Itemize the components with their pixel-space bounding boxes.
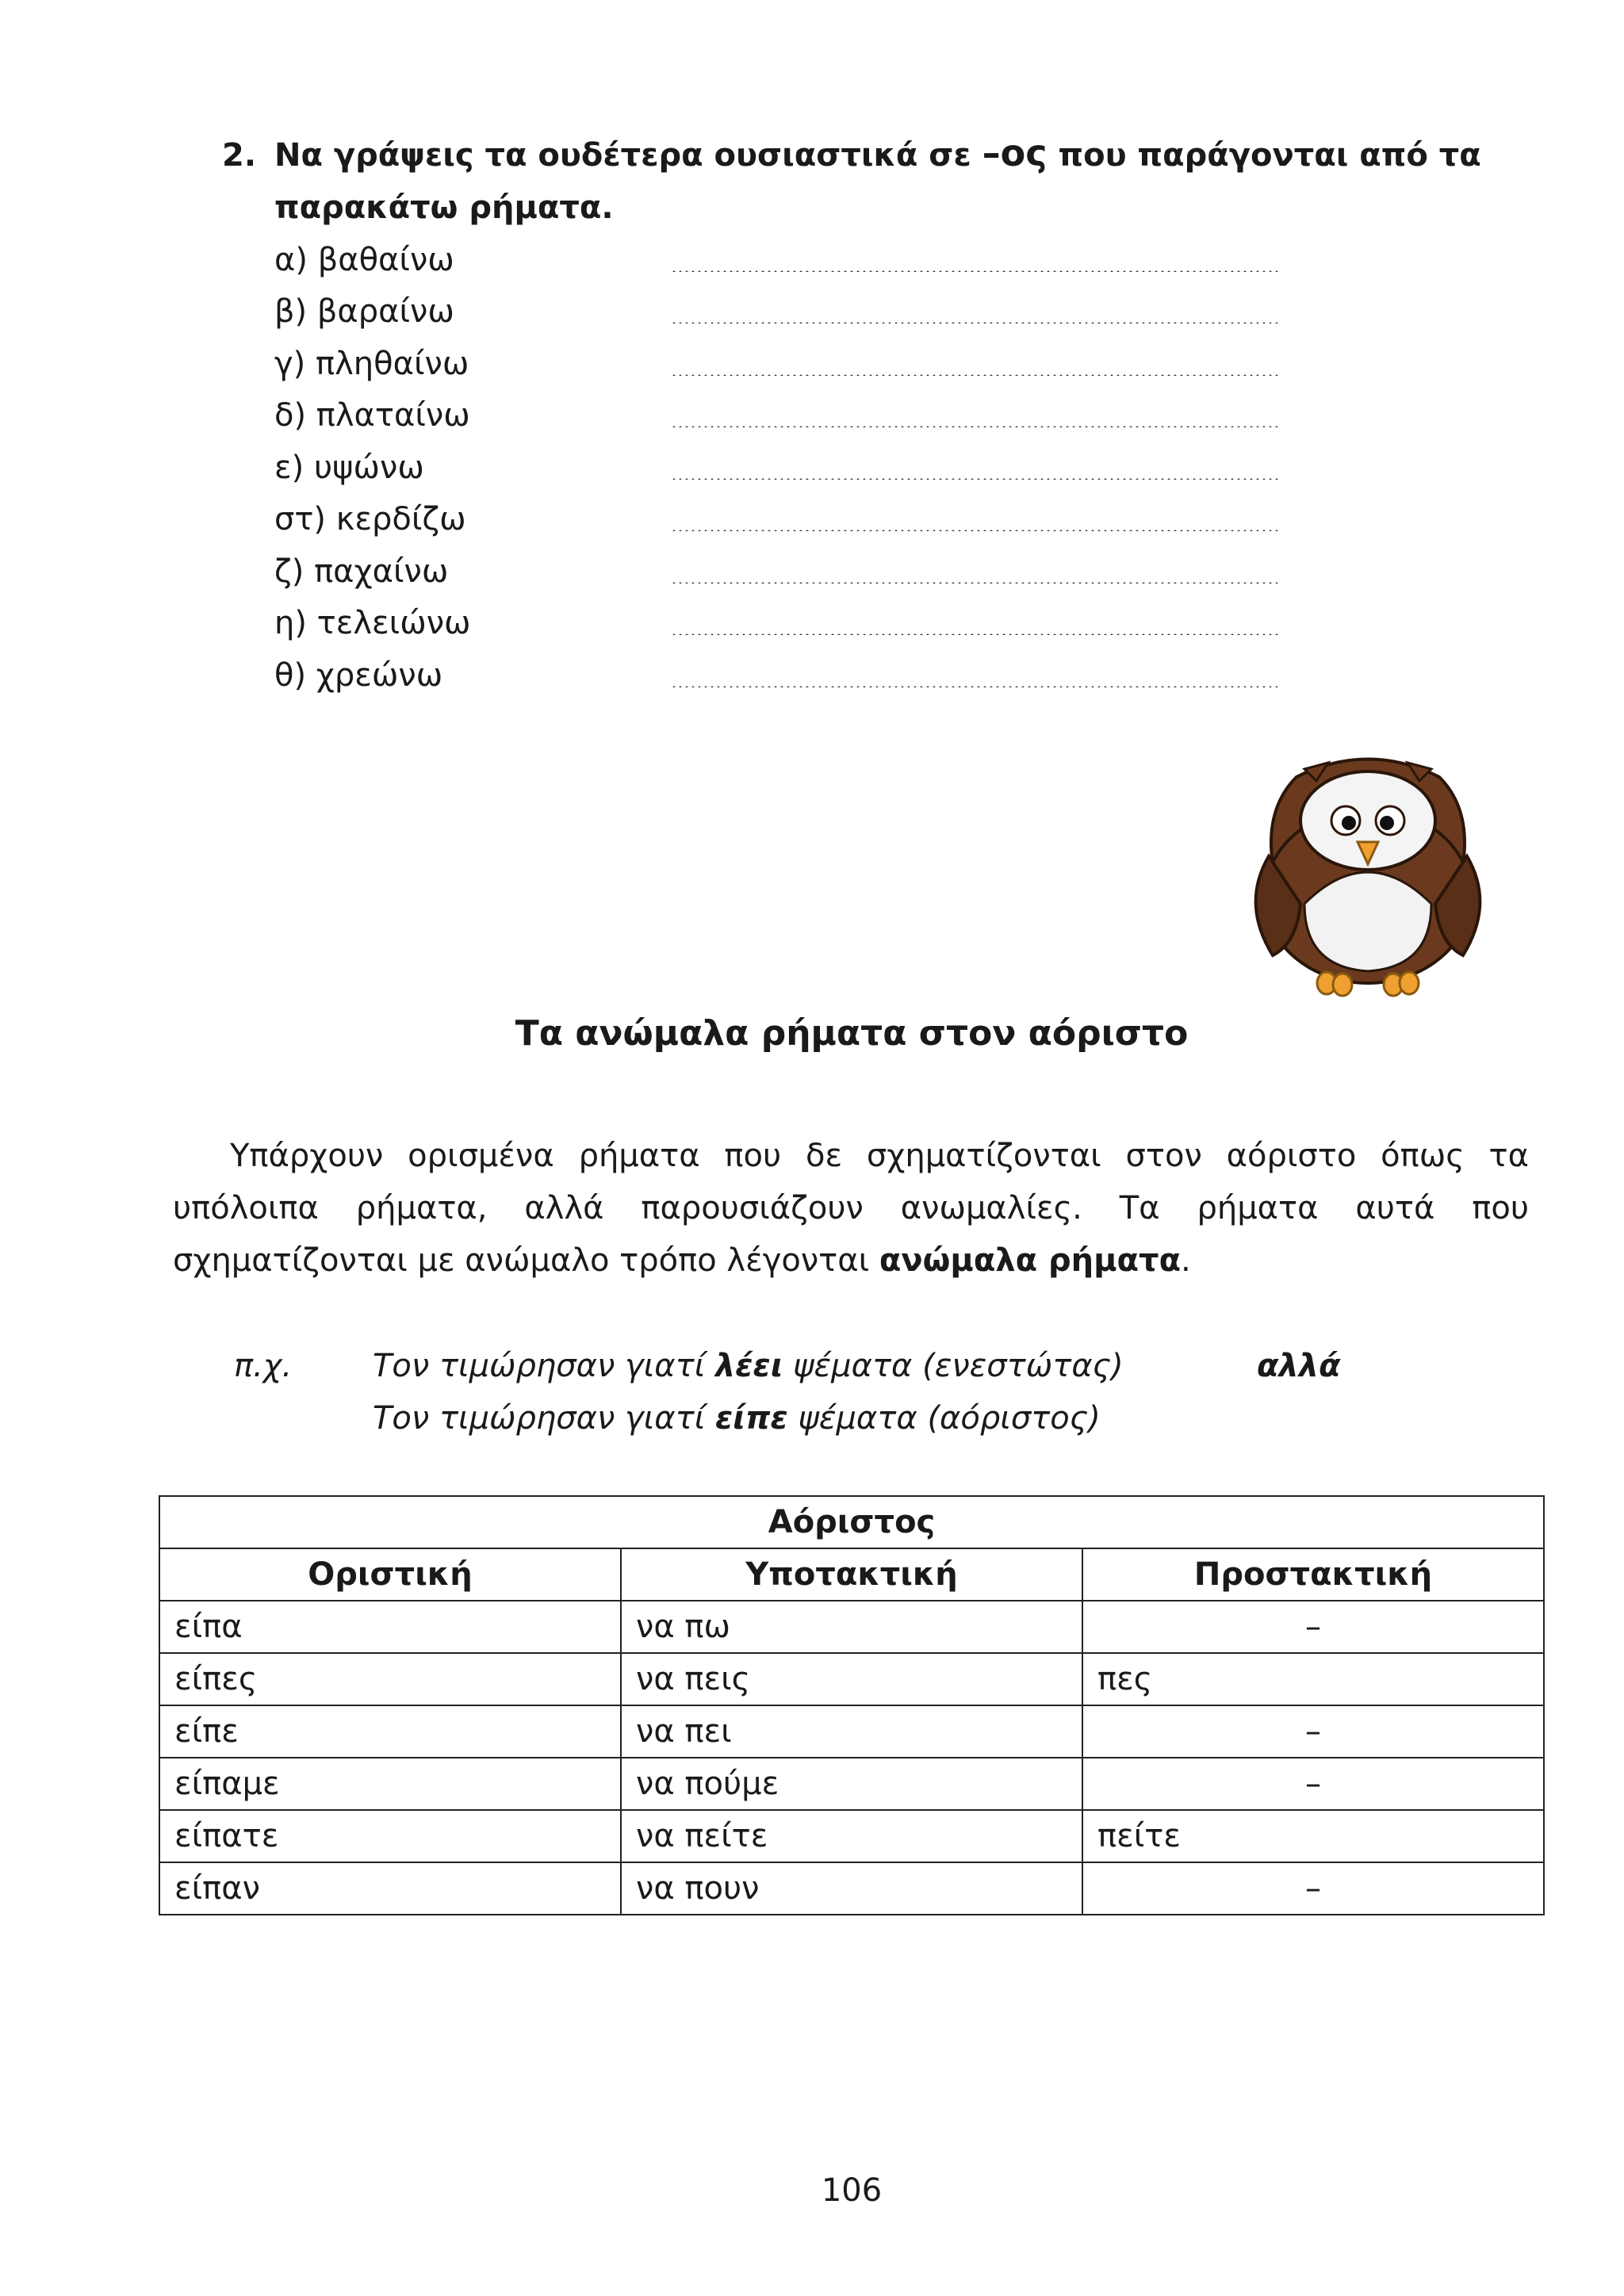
- table-cell: είπες: [159, 1653, 621, 1705]
- column-header: Προστακτική: [1082, 1548, 1544, 1601]
- exercise-item-label: δ) πλαταίνω: [274, 397, 470, 434]
- table-cell: να πει: [621, 1705, 1082, 1758]
- answer-blank[interactable]: [671, 322, 1281, 323]
- answer-blank[interactable]: [671, 530, 1281, 531]
- example-line2-verb: είπε: [714, 1400, 788, 1437]
- table-cell: –: [1082, 1862, 1544, 1915]
- exercise-item-label: στ) κερδίζω: [274, 501, 466, 538]
- paragraph-bold: ανώμαλα ρήματα: [879, 1242, 1182, 1279]
- exercise-suffix: –ος: [982, 132, 1048, 174]
- exercise-item-label: α) βαθαίνω: [274, 241, 454, 278]
- exercise-item: [274, 442, 1530, 494]
- table-cell: είπαν: [159, 1862, 621, 1915]
- paragraph-text: Υπάρχουν ορισμένα ρήματα που δε σχηματίζονται στον αόριστο όπως τα υπόλοιπα ρήματα, αλλά παρουσιάζουν ανωμαλίες. Τα ρήματα αυτά που σχηματίζονται με ανώμαλο τρόπο λέγονται: [173, 1138, 1529, 1279]
- table-caption: Αόριστος: [159, 1496, 1544, 1548]
- table-cell: να πούμε: [621, 1758, 1082, 1810]
- exercise-item: [274, 649, 1530, 702]
- exercise-title-line1-end: που παράγονται από τα: [1058, 137, 1481, 174]
- exercise-item-label: ζ) παχαίνω: [274, 553, 449, 590]
- column-header: Υποτακτική: [621, 1548, 1082, 1601]
- exercise-item-label: η) τελειώνω: [274, 605, 471, 642]
- table-cell: –: [1082, 1758, 1544, 1810]
- table-cell: είπατε: [159, 1810, 621, 1862]
- table-cell: –: [1082, 1705, 1544, 1758]
- section-title-text: Τα ανώμαλα ρήματα στον αόριστο: [515, 1013, 1189, 1054]
- table-cell: πες: [1082, 1653, 1544, 1705]
- aorist-table: [159, 1495, 1545, 1915]
- table-cell: να πουν: [621, 1862, 1082, 1915]
- example-line1-verb: λέει: [714, 1348, 783, 1384]
- paragraph-end: .: [1181, 1242, 1191, 1279]
- exercise-item: [274, 286, 1530, 339]
- table-row: [159, 1601, 1544, 1653]
- table-cell: να πεις: [621, 1653, 1082, 1705]
- answer-blank[interactable]: [671, 374, 1281, 376]
- example-line-2: [373, 1392, 1101, 1445]
- table-row: [159, 1862, 1544, 1915]
- exercise-item: [274, 234, 1530, 286]
- exercise-title-line1: Να γράψεις τα ουδέτερα ουσιαστικά σε: [274, 137, 971, 174]
- answer-blank[interactable]: [671, 582, 1281, 584]
- table-cell: να πω: [621, 1601, 1082, 1653]
- exercise-title-line2: παρακάτω ρήματα.: [274, 189, 614, 226]
- table-cell: είπε: [159, 1705, 621, 1758]
- exercise-title: [222, 127, 1530, 234]
- table-cell: πείτε: [1082, 1810, 1544, 1862]
- example-label: π.χ.: [234, 1348, 293, 1384]
- example-line1-end: ψέματα (ενεστώτας): [793, 1348, 1124, 1384]
- table-row: [159, 1810, 1544, 1862]
- exercise-items: [222, 234, 1530, 702]
- answer-blank[interactable]: [671, 426, 1281, 427]
- exercise-item-label: θ) χρεώνω: [274, 656, 443, 694]
- table-cell: είπα: [159, 1601, 621, 1653]
- example-connector: αλλά: [1257, 1348, 1341, 1384]
- exercise-number: 2.: [222, 137, 257, 174]
- exercise-item: [274, 390, 1530, 442]
- exercise-2: [222, 127, 1530, 702]
- example-line1-start: Τον τιμώρησαν γιατί: [373, 1348, 706, 1384]
- exercise-item: [274, 545, 1530, 598]
- owl-icon: [1241, 745, 1495, 999]
- table-header-row: [159, 1548, 1544, 1601]
- intro-paragraph: [173, 1130, 1529, 1287]
- exercise-item-label: γ) πληθαίνω: [274, 345, 469, 382]
- answer-blank[interactable]: [671, 478, 1281, 480]
- table-row: [159, 1758, 1544, 1810]
- column-header: Οριστική: [159, 1548, 621, 1601]
- table-cell: –: [1082, 1601, 1544, 1653]
- exercise-item: [274, 338, 1530, 390]
- example-line-1: [373, 1340, 1124, 1392]
- table-row: [159, 1653, 1544, 1705]
- page-number: 106: [821, 2172, 883, 2209]
- exercise-item-label: β) βαραίνω: [274, 293, 454, 331]
- table-row: [159, 1705, 1544, 1758]
- exercise-item: [274, 598, 1530, 650]
- example-line2-start: Τον τιμώρησαν γιατί: [373, 1400, 706, 1437]
- section-title: [0, 1013, 1624, 1054]
- table-cell: να πείτε: [621, 1810, 1082, 1862]
- answer-blank[interactable]: [671, 633, 1281, 635]
- exercise-item-label: ε) υψώνω: [274, 449, 424, 486]
- answer-blank[interactable]: [671, 686, 1281, 687]
- exercise-item: [274, 494, 1530, 546]
- table-caption-row: [159, 1496, 1544, 1548]
- example-line2-end: ψέματα (αόριστος): [798, 1400, 1101, 1437]
- answer-blank[interactable]: [671, 270, 1281, 272]
- table-cell: είπαμε: [159, 1758, 621, 1810]
